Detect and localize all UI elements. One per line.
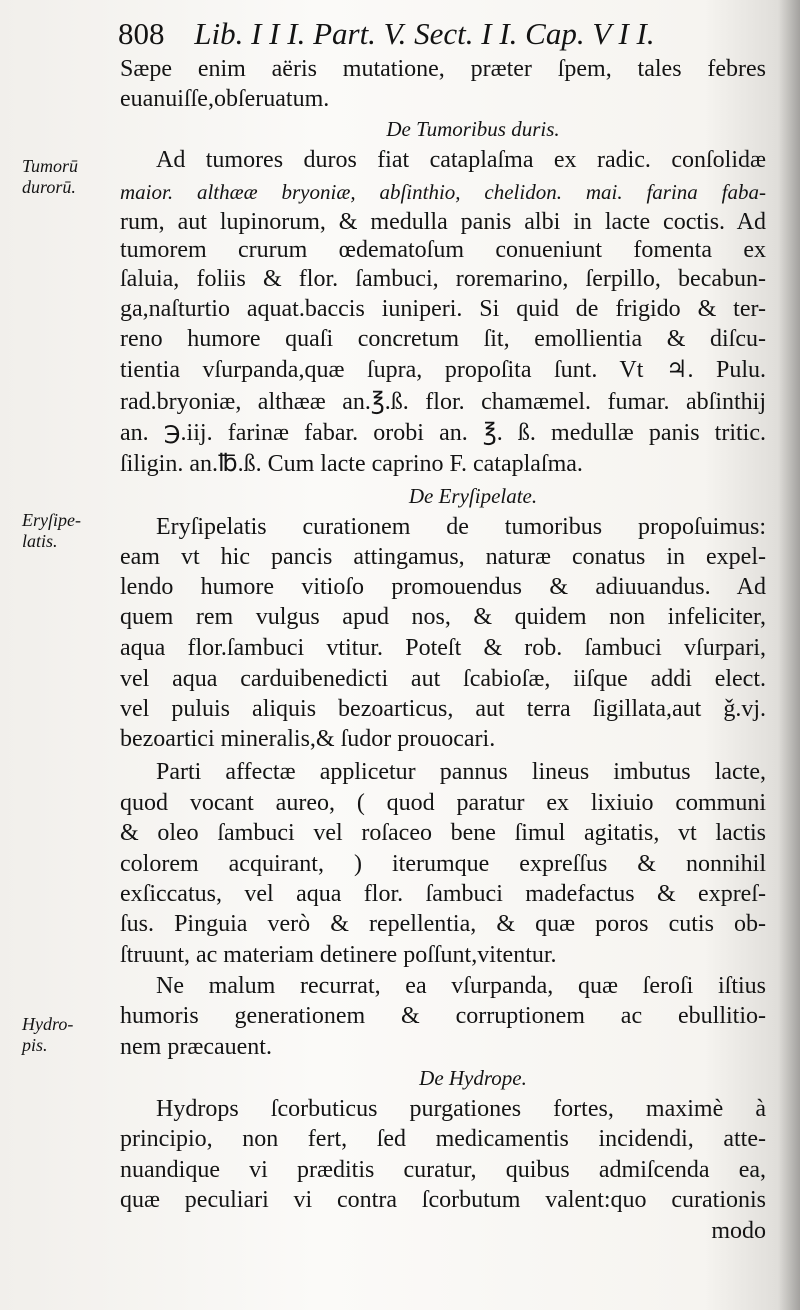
text-line: rad.bryoniæ, althææ an.℥.ß. flor. chamæmel. fumar. abſinthij [120, 389, 766, 415]
page-number: 808 [118, 16, 165, 51]
text-line: lendo humore vitioſo promouendus & adiuuandus. Ad [120, 574, 766, 600]
margin-note-hydropis: Hydro- pis. [22, 1014, 74, 1055]
text-line: Eryſipelatis curationem de tumoribus propoſuimus: [156, 514, 766, 540]
section-heading-erysipelas: De Eryſipelate. [408, 484, 538, 508]
section-heading-tumores: De Tumoribus duris. [386, 117, 560, 141]
text-line: ga,naſturtio aquat.baccis iuniperi. Si quid de frigido & ter- [120, 296, 766, 322]
text-line: nem præcauent. [120, 1034, 272, 1060]
text-line: Parti affectæ applicetur pannus lineus imbutus lacte, [156, 759, 766, 785]
text-line: bezoartici mineralis,& ſudor prouocari. [120, 726, 496, 752]
text-line: humoris generationem & corruptionem ac ebullitio- [120, 1003, 766, 1029]
running-title: Lib. I I I. Part. V. Sect. I I. Cap. V I I. [194, 16, 655, 51]
text-line: & oleo ſambuci vel roſaceo bene ſimul agitatis, vt lactis [120, 820, 766, 846]
text-line: ſiligin. an.℔.ß. Cum lacte caprino F. cataplaſma. [120, 451, 583, 477]
text-line: quæ peculiari vi contra ſcorbutum valent:quo curationis [120, 1187, 766, 1213]
margin-note-tumorum: Tumorū durorū. [22, 156, 79, 197]
text-line: reno humore quaſi concretum ſit, emollientia & diſcu- [120, 326, 766, 352]
text-line: Ne malum recurrat, ea vſurpanda, quæ ſeroſi iſtius [156, 973, 766, 999]
text-line: rum, aut lupinorum, & medulla panis albi in lacte coctis. Ad [120, 209, 766, 235]
text-line: colorem acquirant, ) iterumque expreſſus & nonnihil [120, 851, 766, 877]
text-line: quod vocant aureo, ( quod paratur ex lixiuio communi [120, 790, 766, 816]
text-line: vel puluis aliquis bezoarticus, aut terra ſigillata,aut ǧ.vj. [120, 696, 766, 722]
text-line: Hydrops ſcorbuticus purgationes fortes, maximè à [156, 1096, 766, 1122]
text-line: ſus. Pinguia verò & repellentia, & quæ poros cutis ob- [120, 911, 766, 937]
text-line: vel aqua carduibenedicti aut ſcabioſæ, iiſque addi elect. [120, 666, 766, 692]
text-line: nuandique vi præditis curatur, quibus admiſcenda ea, [120, 1157, 766, 1183]
text-line: an. ℈.iij. farinæ fabar. orobi an. ℥. ß. medullæ panis tritic. [120, 420, 766, 446]
running-head [118, 14, 758, 54]
section-heading-hydrops: De Hydrope. [419, 1066, 527, 1090]
text-line: tumorem crurum œdematoſum conueniunt fomenta ex [120, 237, 766, 263]
text-line: ſaluia, foliis & flor. ſambuci, roremarino, ſerpillo, becabun- [120, 266, 766, 292]
text-line: tientia vſurpanda,quæ ſupra, propoſita ſunt. Vt ♃. Pulu. [120, 357, 766, 383]
text-line: quem rem vulgus apud nos, & quidem non infeliciter, [120, 604, 766, 630]
margin-note-erysipelatis: Eryſipe- latis. [22, 510, 81, 551]
text-line: exſiccatus, vel aqua flor. ſambuci madefactus & expreſ- [120, 881, 766, 907]
text-line: aqua flor.ſambuci vtitur. Poteſt & rob. ſambuci vſurpari, [120, 635, 766, 661]
text-line: euanuiſſe,obſeruatum. [120, 86, 330, 112]
text-line: Ad tumores duros fiat cataplaſma ex radic. conſolidæ [156, 147, 766, 173]
text-line: Sæpe enim aëris mutatione, præter ſpem, tales febres [120, 56, 766, 82]
text-line: principio, non fert, ſed medicamentis incidendi, atte- [120, 1126, 766, 1152]
text-line: ſtruunt, ac materiam detinere poſſunt,vitentur. [120, 942, 557, 968]
catchword: modo [711, 1218, 766, 1244]
text-line: eam vt hic pancis attingamus, naturæ conatus in expel- [120, 544, 766, 570]
text-line: maior. althææ bryoniæ, abſinthio, chelidon. mai. farina faba- [120, 180, 766, 204]
